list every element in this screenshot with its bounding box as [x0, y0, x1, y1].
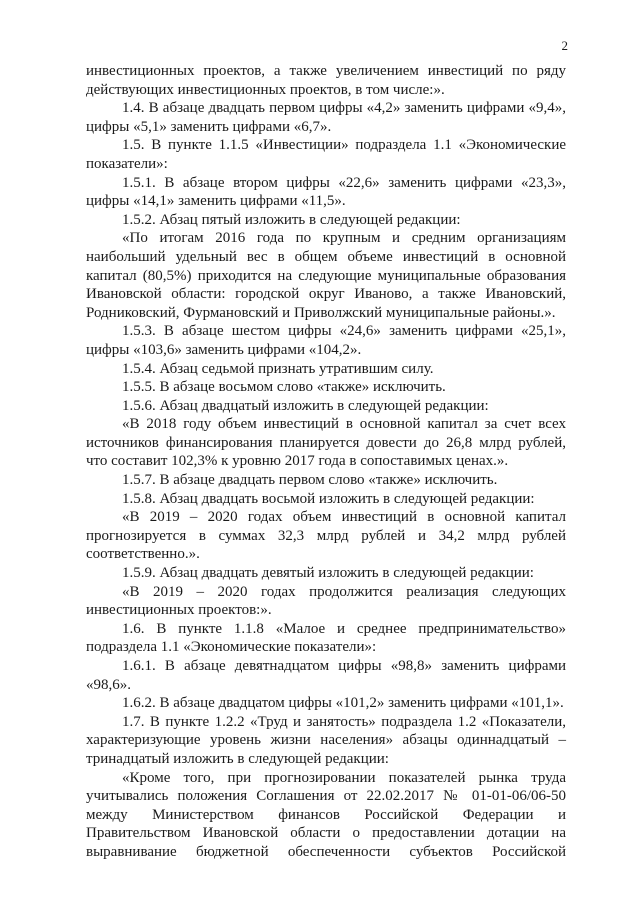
paragraph: 1.5.1. В абзаце втором цифры «22,6» заменить цифрами «23,3», цифры «14,1» заменить цифрами «11,5».	[86, 174, 566, 210]
paragraph: «По итогам 2016 года по крупным и средним организациям наибольший удельный вес в общем объеме инвестиций в основной капитал (80,5%) приходится на следующие муниципальные образования Ивановской области: городской округ Иваново, а также Ивановский, Родниковский, Фурмановский и Приволжский муниципальные районы.».	[86, 230, 566, 321]
paragraph: 1.5.5. В абзаце восьмом слово «также» исключить.	[122, 379, 446, 396]
paragraph: 1.6. В пункте 1.1.8 «Малое и среднее предпринимательство» подраздела 1.1 «Экономические показатели»:	[86, 620, 566, 656]
paragraph: 1.5.2. Абзац пятый изложить в следующей редакции:	[122, 211, 461, 228]
paragraph: 1.5.7. В абзаце двадцать первом слово «также» исключить.	[122, 472, 498, 489]
paragraph: инвестиционных проектов, а также увеличением инвестиций по ряду действующих инвестиционных проектов, в том числе:».	[86, 63, 566, 98]
paragraph: «В 2019 – 2020 годах продолжится реализация следующих инвестиционных проектов:».	[86, 583, 566, 619]
page-number: 2	[561, 38, 568, 53]
paragraph: 1.7. В пункте 1.2.2 «Труд и занятость» подраздела 1.2 «Показатели, характеризующие уровень жизни населения» абзацы одиннадцатый – тринадцатый изложить в следующей редакции:	[86, 713, 566, 767]
paragraph: 1.5.3. В абзаце шестом цифры «24,6» заменить цифрами «25,1», цифры «103,6» заменить цифрами «104,2».	[86, 323, 566, 358]
paragraph: «В 2019 – 2020 годах объем инвестиций в основной капитал прогнозируется в суммах 32,3 млрд рублей и 34,2 млрд рублей соответственно.».	[86, 509, 566, 563]
paragraph: 1.4. В абзаце двадцать первом цифры «4,2» заменить цифрами «9,4», цифры «5,1» заменить цифрами «6,7».	[86, 100, 566, 135]
paragraph: 1.6.1. В абзаце девятнадцатом цифры «98,8» заменить цифрами «98,6».	[86, 658, 566, 693]
document-body	[86, 62, 566, 862]
paragraph: «Кроме того, при прогнозировании показателей рынка труда учитывались положения Соглашения от 22.02.2017 № 01-01-06/06-50 между Министерством финансов Российской Федерации и Правительством Ивановской области о предоставлении дотации на выравнивание бюджетной обеспеченности субъектов Российской	[86, 769, 566, 860]
paragraph: 1.6.2. В абзаце двадцатом цифры «101,2» заменить цифрами «101,1».	[122, 695, 564, 712]
paragraph: 1.5.9. Абзац двадцать девятый изложить в следующей редакции:	[122, 565, 534, 582]
paragraph: «В 2018 году объем инвестиций в основной капитал за счет всех источников финансирования планируется довести до 26,8 млрд рублей, что составит 102,3% к уровню 2017 года в сопоставимых ценах.».	[86, 416, 566, 470]
paragraph: 1.5.8. Абзац двадцать восьмой изложить в следующей редакции:	[122, 490, 535, 507]
paragraph: 1.5.4. Абзац седьмой признать утратившим силу.	[122, 360, 434, 377]
paragraph: 1.5. В пункте 1.1.5 «Инвестиции» подраздела 1.1 «Экономические показатели»:	[86, 137, 566, 172]
paragraph: 1.5.6. Абзац двадцатый изложить в следующей редакции:	[122, 397, 489, 414]
